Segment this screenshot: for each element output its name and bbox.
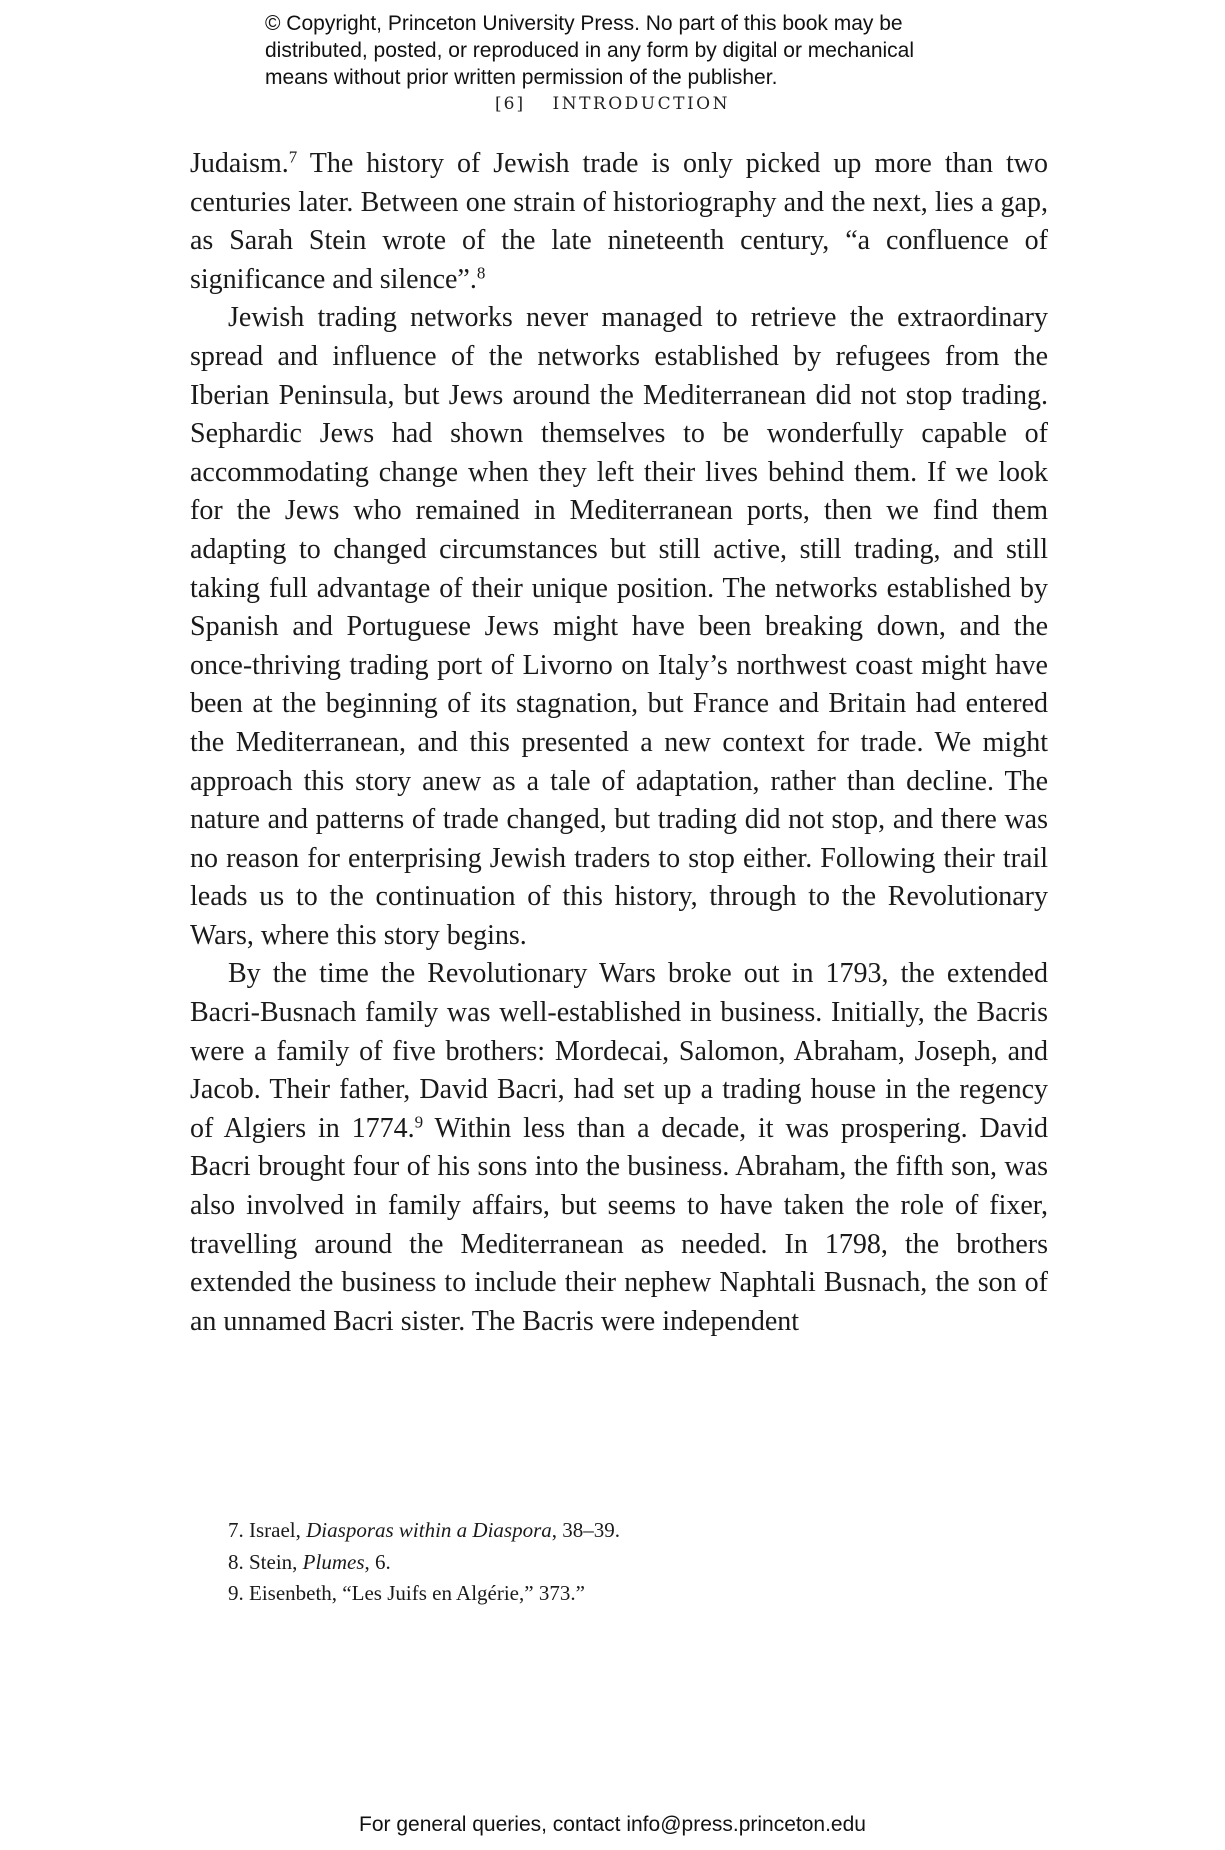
copyright-line: distributed, posted, or reproduced in any form by digital or mechanical — [265, 39, 915, 62]
text-run: Within less than a decade, it was prospering. David Bacri brought four of his sons into the business. Abraham, the fifth son, was also involved in family affairs, but seems to have taken the role of fixer, travelling around the Mediterranean as needed. In 1798, the brothers extended the business to include their nephew Naphtali Busnach, the son of an unnamed Bacri sister. The Bacris were independent — [190, 1112, 1048, 1337]
footnote-title: Plumes — [302, 1549, 365, 1574]
paragraph — [190, 145, 1048, 299]
footnote-text: 7. Israel, — [228, 1518, 307, 1542]
footnote-text: 9. Eisenbeth, “Les Juifs en Algérie,” 373.” — [228, 1581, 585, 1605]
page-number: [6] — [495, 94, 526, 114]
footnote-text: , 38–39. — [551, 1518, 621, 1542]
text-run: Judaism. — [190, 148, 289, 179]
main-text — [190, 145, 1048, 1341]
running-head — [0, 94, 1225, 114]
footnote-ref[interactable]: 9 — [414, 1112, 424, 1132]
text-run: By the time the Revolutionary Wars broke out in 1793, the extended Bacri-Busnach family was well-established in business. Initially, the Bacris were a family of five brothers: Mordecai, Salomon, Abraham, Joseph, and Jacob. Their father, David Bacri, had set up a trading house in the regency of Algiers in 1774. — [190, 958, 1048, 1144]
paragraph: Jewish trading networks never managed to retrieve the extraordinary spread and influence of the networks established by refugees from the Iberian Peninsula, but Jews around the Mediterranean did not stop trading. Sephardic Jews had shown themselves to be wonderfully capable of accommodating change when they left their lives behind them. If we look for the Jews who remained in Mediterranean ports, then we find them adapting to changed circumstances but still active, still trading, and still taking full advantage of their unique position. The networks established by Spanish and Portuguese Jews might have been breaking down, and the once-thriving trading port of Livorno on Italy’s northwest coast might have been at the beginning of its stagnation, but France and Britain had entered the Mediterranean, and this presented a new context for trade. We might approach this story anew as a tale of adaptation, rather than decline. The nature and patterns of trade changed, but trading did not stop, and there was no reason for enterprising Jewish traders to stop either. Following their trail leads us to the continuation of this history, through to the Revolutionary Wars, where this story begins. — [190, 302, 1048, 951]
copyright-line: © Copyright, Princeton University Press. No part of this book may be — [265, 12, 903, 35]
text-run: The history of Jewish trade is only picked up more than two centuries later. Between one strain of historiography and the next, lies a gap, as Sarah Stein wrote of the late nineteenth century, “a confluence of significance and silence”. — [190, 148, 1048, 295]
copyright-notice — [265, 10, 985, 91]
footnote-text: 8. Stein, — [228, 1549, 303, 1574]
footnote-title: Diasporas within a Diaspora — [306, 1518, 552, 1542]
footer-contact: For general queries, contact info@press.princeton.edu — [359, 1813, 866, 1836]
footnote — [228, 1578, 1028, 1610]
footnote — [228, 1547, 1028, 1579]
paragraph — [190, 955, 1048, 1341]
footnote-ref[interactable]: 8 — [476, 263, 486, 283]
footnote — [228, 1515, 1028, 1547]
footnotes — [228, 1515, 1028, 1610]
copyright-line: means without prior written permission of the publisher. — [265, 66, 778, 89]
footnote-text: , 6. — [364, 1549, 391, 1574]
chapter-title: INTRODUCTION — [552, 94, 730, 114]
footnote-ref[interactable]: 7 — [288, 147, 298, 167]
